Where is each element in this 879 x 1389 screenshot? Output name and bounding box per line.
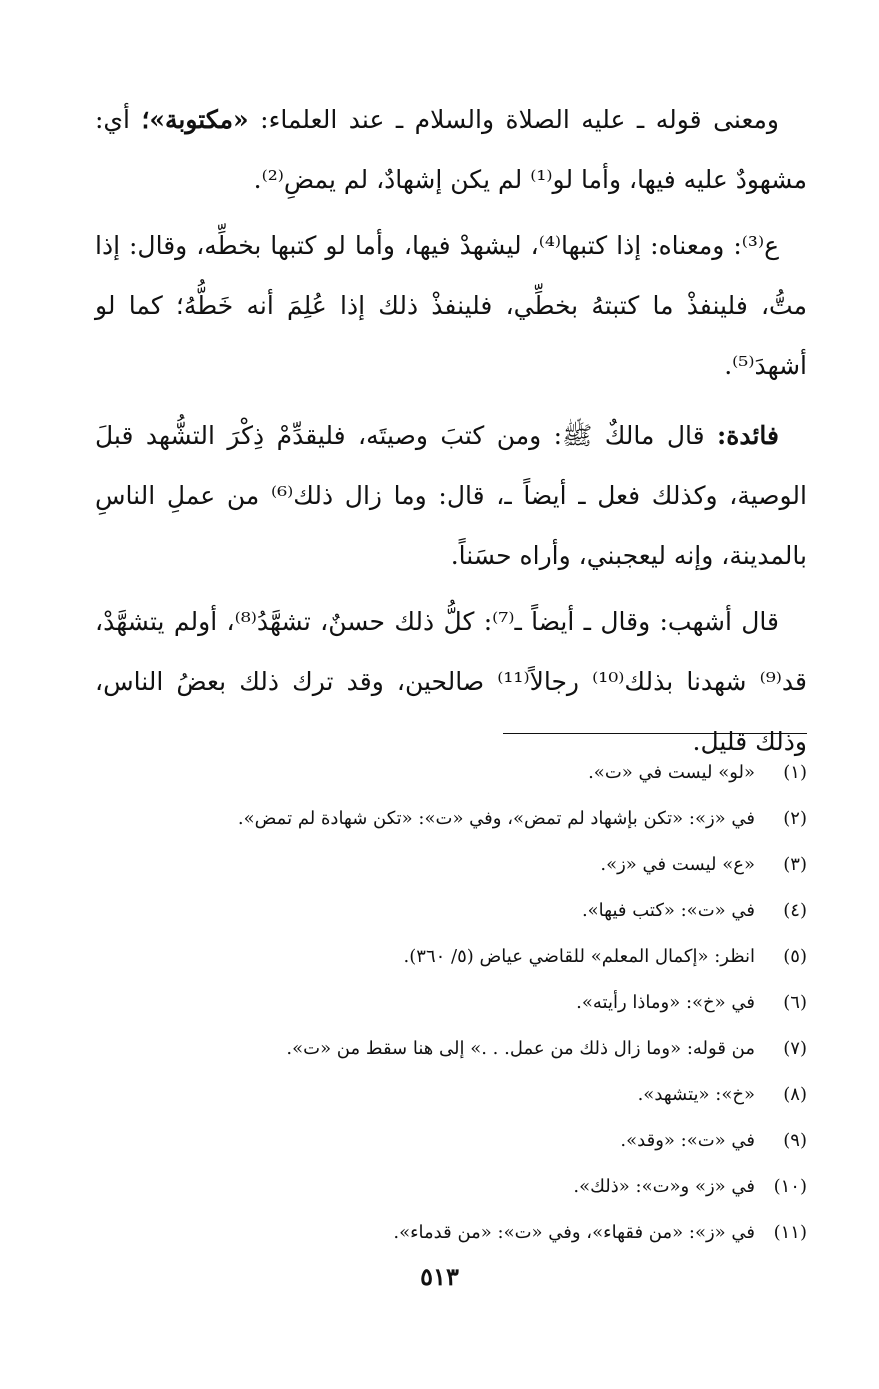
paragraph-3 xyxy=(95,406,807,586)
footnote xyxy=(87,1118,807,1164)
footnote-number: (٨) xyxy=(783,1084,807,1105)
footnote-text: في «ز» و«ت»: «ذلك». xyxy=(573,1176,755,1197)
faida-label: فائدة: xyxy=(717,421,779,450)
paragraph-1 xyxy=(95,90,807,210)
footnotes xyxy=(87,750,807,1256)
paragraph-4: قال أشهب: وقال ـ أيضاً ـ⁽⁷⁾: كلُّ ذلك حسنٌ، تشهَّدُ⁽⁸⁾، أولم يتشهَّدْ، قد⁽⁹⁾ شهدنا بذلك⁽¹⁰⁾ رجالاً⁽¹¹⁾ صالحين، وقد ترك ذلك بعضُ الناس، وذلك قليل. xyxy=(95,607,808,756)
footnote-text: في «ت»: «وقد». xyxy=(620,1130,755,1151)
footnote xyxy=(87,750,807,796)
footnote xyxy=(87,1210,807,1256)
main-text xyxy=(95,90,807,778)
footnote-number: (٢) xyxy=(783,808,807,829)
footnote xyxy=(87,1026,807,1072)
footnote xyxy=(87,842,807,888)
footnote xyxy=(87,1164,807,1210)
footnote-text: من قوله: «وما زال ذلك من عمل. . .» إلى هنا سقط من «ت». xyxy=(286,1038,755,1059)
footnote-separator xyxy=(503,733,807,734)
term-maktuba: «مكتوبة»؛ xyxy=(141,105,249,134)
footnote-number: (١) xyxy=(783,762,807,783)
footnote-number: (١١) xyxy=(773,1222,807,1243)
footnote-text: في «ت»: «كتب فيها». xyxy=(581,900,755,921)
footnote-number: (٩) xyxy=(783,1130,807,1151)
footnote-number: (٧) xyxy=(783,1038,807,1059)
page-number: ٥١٣ xyxy=(420,1262,459,1291)
footnote xyxy=(87,980,807,1026)
paragraph-2: ع⁽³⁾: ومعناه: إذا كتبها⁽⁴⁾، ليشهدْ فيها، وأما لو كتبها بخطِّه، وقال: إذا متُّ، فلينفذْ ما كتبتهُ بخطِّي، فلينفذْ ذلك إذا عُلِمَ أنه خَطُّهُ؛ كما لو أشهدَ⁽⁵⁾. xyxy=(95,231,807,380)
paragraph-3-text: قال مالكٌ ﷺ: ومن كتبَ وصيتَه، فليقدِّمْ ذِكْرَ التشُّهد قبلَ الوصية، وكذلك فعل ـ أيضاً ـ، قال: وما زال ذلك⁽⁶⁾ من عملِ الناسِ بالمدينة، وإنه ليعجبني، وأراه حسَناً. xyxy=(95,421,807,570)
footnote xyxy=(87,796,807,842)
footnote xyxy=(87,888,807,934)
footnote-number: (٥) xyxy=(783,946,807,967)
footnote-text: «لو» ليست في «ت». xyxy=(588,762,755,783)
footnote-text: «خ»: «يتشهد». xyxy=(637,1084,755,1105)
paragraph-1-lead: ومعنى قوله ـ عليه الصلاة والسلام ـ عند العلماء: xyxy=(248,105,779,134)
footnote-number: (٣) xyxy=(783,854,807,875)
footnote-text: في «خ»: «وماذا رأيته». xyxy=(576,992,755,1013)
footnote xyxy=(87,1072,807,1118)
footnote-text: انظر: «إكمال المعلم» للقاضي عياض (٥/ ٣٦٠). xyxy=(403,946,755,967)
footnote-number: (٤) xyxy=(783,900,807,921)
paragraph-1-rest: أي: مشهودٌ عليه فيها، وأما لو⁽¹⁾ لم يكن إشهادٌ، لم يمضِ⁽²⁾. xyxy=(95,105,807,194)
footnote-number: (١٠) xyxy=(773,1176,807,1197)
footnote-text: في «ز»: «تكن بإشهاد لم تمض»، وفي «ت»: «تكن شهادة لم تمض». xyxy=(237,808,755,829)
footnote xyxy=(87,934,807,980)
footnote-text: في «ز»: «من فقهاء»، وفي «ت»: «من قدماء». xyxy=(393,1222,755,1243)
footnote-text: «ع» ليست في «ز». xyxy=(600,854,755,875)
footnote-number: (٦) xyxy=(783,992,807,1013)
